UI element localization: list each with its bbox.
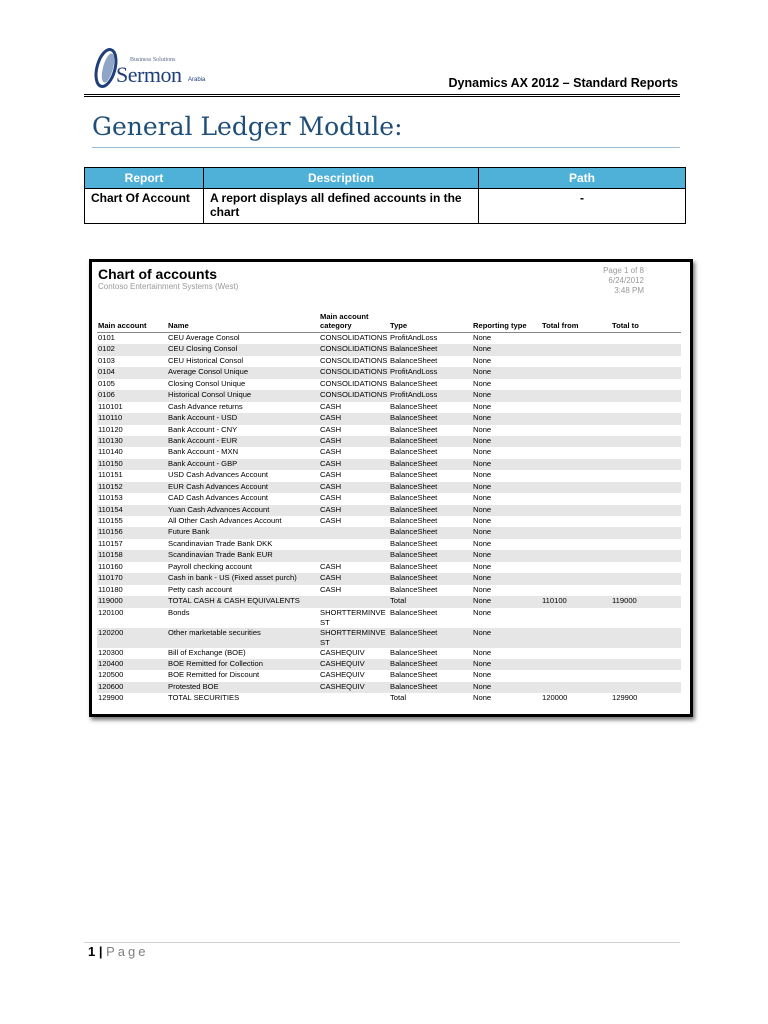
table-row (97, 379, 681, 390)
table-row (97, 608, 681, 628)
account-name: Protested BOE (167, 682, 319, 693)
total-to (611, 436, 681, 447)
total-to (611, 550, 681, 561)
account-type: BalanceSheet (390, 447, 438, 457)
account-name: Yuan Cash Advances Account (167, 505, 319, 516)
total-to (611, 628, 681, 648)
total-from (541, 470, 611, 481)
account-name: Bank Account - EUR (167, 436, 319, 447)
total-to (611, 608, 681, 628)
account-type: BalanceSheet (390, 493, 438, 503)
reporting-type: None (473, 401, 492, 411)
table-row (97, 493, 681, 504)
table-row (97, 333, 681, 345)
total-from (541, 550, 611, 561)
report-date: 6/24/2012 (608, 276, 644, 285)
sermon-logo (92, 44, 206, 90)
total-to (611, 493, 681, 504)
main-account: 110157 (98, 538, 123, 548)
account-type: BalanceSheet (389, 505, 472, 516)
total-to (611, 585, 681, 596)
table-row (97, 436, 681, 447)
account-category: CASHEQUIV (320, 647, 365, 657)
table-row (97, 459, 681, 470)
total-from (541, 344, 611, 355)
account-category: CONSOLIDATIONS (320, 378, 388, 388)
account-name: Bill of Exchange (BOE) (168, 647, 246, 657)
account-name: Bank Account - CNY (168, 424, 238, 434)
account-category (319, 550, 389, 561)
header-divider (84, 94, 680, 97)
report-name: Chart Of Account (85, 189, 204, 224)
account-category: CASHEQUIV (319, 659, 389, 670)
total-from (541, 670, 611, 681)
col-path: Path (479, 168, 686, 189)
account-category: CASH (319, 459, 389, 470)
reporting-type: None (473, 607, 492, 617)
table-row (97, 550, 681, 561)
total-from (541, 539, 611, 550)
table-row (97, 413, 681, 424)
main-account: 110155 (98, 516, 123, 525)
main-account: 0105 (98, 378, 115, 388)
table-row (97, 447, 681, 458)
account-name: Historical Consol Unique (167, 390, 319, 401)
reporting-type: None (473, 561, 492, 571)
report-path: - (479, 189, 686, 224)
total-to (611, 682, 681, 693)
account-name: Average Consol Unique (167, 367, 319, 378)
account-category: CONSOLIDATIONS (319, 367, 389, 378)
total-to (611, 390, 681, 401)
table-row (97, 356, 681, 367)
account-category: CONSOLIDATIONS (319, 390, 389, 401)
col-total-from: Total from (541, 312, 611, 333)
main-account: 110180 (98, 584, 123, 594)
total-to (611, 402, 681, 413)
account-category: SHORTTERMINVEST (320, 607, 386, 627)
total-to (611, 527, 681, 538)
table-row (85, 189, 686, 224)
account-category (319, 693, 389, 704)
main-account: 120300 (98, 647, 124, 657)
account-type: BalanceSheet (389, 573, 472, 584)
total-to (611, 333, 681, 345)
reporting-type: None (472, 436, 541, 447)
table-row (97, 425, 681, 436)
total-from (541, 447, 611, 458)
table-row (97, 585, 681, 596)
report-table-header (85, 168, 686, 189)
total-from (541, 459, 611, 470)
reporting-type: None (473, 493, 492, 503)
total-from (541, 402, 611, 413)
table-row (97, 682, 681, 693)
logo-name: Sermon (116, 62, 182, 87)
main-account: 110153 (98, 493, 123, 503)
account-category: CASH (320, 424, 342, 434)
account-category (319, 596, 389, 607)
reporting-type: None (472, 367, 541, 378)
total-to: 129900 (612, 693, 638, 703)
main-account: 120100 (98, 607, 124, 617)
reporting-type: None (473, 516, 492, 525)
main-account: 110101 (98, 401, 123, 411)
reporting-type: None (473, 670, 492, 680)
total-to (611, 459, 681, 470)
total-to (611, 379, 681, 390)
reporting-type: None (472, 628, 541, 648)
account-name: TOTAL CASH & CASH EQUIVALENTS (167, 596, 319, 607)
main-account: 110130 (97, 436, 167, 447)
total-from (541, 333, 611, 345)
account-type: BalanceSheet (389, 628, 472, 648)
total-from: 110100 (541, 596, 611, 607)
main-account: 110140 (98, 447, 123, 457)
total-to (611, 648, 681, 659)
account-type: BalanceSheet (389, 659, 472, 670)
account-name: All Other Cash Advances Account (168, 516, 282, 525)
reporting-type: None (472, 482, 541, 493)
chart-of-accounts-screenshot (89, 259, 693, 717)
report-title: Chart of accounts (98, 266, 218, 282)
total-to (611, 470, 681, 481)
total-from (541, 628, 611, 648)
account-category: SHORTTERMINVEST (319, 628, 389, 648)
accounts-table (97, 312, 681, 705)
footer-separator: | (98, 944, 103, 959)
table-row (97, 562, 681, 573)
account-name: Scandinavian Trade Bank EUR (167, 550, 319, 561)
main-account: 0103 (98, 355, 115, 365)
total-from (541, 682, 611, 693)
account-type: BalanceSheet (390, 401, 438, 411)
total-from (541, 573, 611, 584)
reporting-type: None (473, 584, 492, 594)
account-category: CONSOLIDATIONS (319, 344, 389, 355)
main-account: 119000 (97, 596, 167, 607)
account-type: BalanceSheet (390, 607, 438, 617)
reporting-type: None (472, 390, 541, 401)
main-account: 0101 (98, 333, 115, 342)
total-from (541, 527, 611, 538)
account-type: BalanceSheet (389, 344, 472, 355)
account-type: BalanceSheet (389, 413, 472, 424)
reporting-type: None (472, 596, 541, 607)
account-name: Payroll checking account (168, 561, 252, 571)
account-category: CASH (319, 573, 389, 584)
account-name: Bonds (168, 607, 190, 617)
main-account: 110110 (97, 413, 167, 424)
total-to (611, 659, 681, 670)
account-name: BOE Remitted for Collection (167, 659, 319, 670)
account-name: TOTAL SECURITIES (168, 693, 240, 703)
account-name: Future Bank (167, 527, 319, 538)
total-to (611, 516, 681, 527)
account-category (319, 527, 389, 538)
table-row (97, 596, 681, 607)
total-from (541, 413, 611, 424)
total-to (611, 356, 681, 367)
account-type: BalanceSheet (390, 470, 438, 480)
account-type: BalanceSheet (390, 561, 438, 571)
reporting-type: None (473, 470, 492, 480)
reporting-type: None (472, 659, 541, 670)
reporting-type: None (473, 693, 492, 703)
col-total-to: Total to (611, 312, 681, 333)
reporting-type: None (472, 682, 541, 693)
report-company: Contoso Entertainment Systems (West) (98, 282, 239, 291)
total-to (611, 573, 681, 584)
account-name: BOE Remitted for Discount (168, 670, 260, 680)
main-account: 110160 (98, 561, 123, 571)
col-name: Name (167, 312, 319, 333)
total-from: 120000 (542, 693, 568, 703)
col-main-account: Main account (97, 312, 167, 333)
account-name: EUR Cash Advances Account (167, 482, 319, 493)
table-row (97, 659, 681, 670)
account-category: CASH (320, 470, 342, 480)
account-category: CASH (319, 482, 389, 493)
reporting-type: None (473, 333, 492, 342)
total-from (541, 608, 611, 628)
total-from (541, 356, 611, 367)
account-type: ProfitAndLoss (389, 390, 472, 401)
total-to (611, 425, 681, 436)
reporting-type: None (472, 550, 541, 561)
total-from (541, 585, 611, 596)
account-type: BalanceSheet (390, 670, 438, 680)
table-row (97, 670, 681, 681)
account-name: CEU Historical Consol (168, 355, 244, 365)
total-from (541, 505, 611, 516)
main-account: 110152 (97, 482, 167, 493)
total-to (611, 413, 681, 424)
account-type: BalanceSheet (390, 424, 438, 434)
main-account: 110156 (97, 527, 167, 538)
accounts-table-header (97, 312, 681, 333)
account-type: BalanceSheet (390, 378, 438, 388)
total-from (541, 390, 611, 401)
table-row (97, 527, 681, 538)
main-account: 110150 (97, 459, 167, 470)
col-description: Description (204, 168, 479, 189)
module-title: General Ledger Module: (92, 112, 403, 141)
main-account: 129900 (98, 693, 124, 703)
account-name: CEU Closing Consol (167, 344, 319, 355)
total-to (611, 367, 681, 378)
account-type: BalanceSheet (389, 682, 472, 693)
account-category: CASH (320, 561, 342, 571)
account-type: BalanceSheet (389, 482, 472, 493)
account-name: CAD Cash Advances Account (168, 493, 269, 503)
reporting-type: None (473, 378, 492, 388)
main-account: 0104 (97, 367, 167, 378)
total-from (541, 562, 611, 573)
account-type: BalanceSheet (389, 527, 472, 538)
account-name: Scandinavian Trade Bank DKK (168, 538, 273, 548)
total-from (541, 648, 611, 659)
main-account: 120600 (97, 682, 167, 693)
main-account: 110154 (97, 505, 167, 516)
reporting-type: None (473, 538, 492, 548)
reporting-type: None (472, 573, 541, 584)
account-category: CASH (320, 447, 342, 457)
total-from (541, 367, 611, 378)
logo-tagline: Business Solutions (130, 57, 176, 63)
account-category: CASHEQUIV (320, 670, 365, 680)
reporting-type: None (473, 424, 492, 434)
account-category: CASH (320, 401, 342, 411)
main-account: 110151 (98, 470, 123, 480)
table-row (97, 505, 681, 516)
account-name: Bank Account - USD (167, 413, 319, 424)
main-account: 120400 (97, 659, 167, 670)
account-name: Closing Consol Unique (168, 378, 246, 388)
account-category: CASH (319, 505, 389, 516)
account-type: BalanceSheet (389, 550, 472, 561)
account-type: BalanceSheet (390, 516, 438, 525)
total-to (611, 670, 681, 681)
account-category: CASH (320, 493, 342, 503)
account-type: Total (390, 693, 407, 703)
reporting-type: None (473, 355, 492, 365)
table-row (97, 367, 681, 378)
account-category: CASH (319, 436, 389, 447)
account-type: Total (389, 596, 472, 607)
total-to (611, 447, 681, 458)
col-reporting-type: Reporting type (472, 312, 541, 333)
account-name: Cash Advance returns (168, 401, 243, 411)
account-name: Bank Account - MXN (168, 447, 239, 457)
total-from (541, 425, 611, 436)
account-type: BalanceSheet (390, 647, 438, 657)
account-category (319, 539, 389, 550)
account-type: BalanceSheet (389, 459, 472, 470)
main-account: 110170 (97, 573, 167, 584)
total-from (541, 493, 611, 504)
account-category: CASH (320, 516, 342, 525)
col-report: Report (85, 168, 204, 189)
main-account: 110120 (98, 424, 123, 434)
main-account: 120200 (97, 628, 167, 648)
total-to (611, 539, 681, 550)
header-title: Dynamics AX 2012 – Standard Reports (448, 76, 678, 90)
total-from (541, 482, 611, 493)
table-row (97, 516, 681, 527)
total-to (611, 482, 681, 493)
total-from (541, 516, 611, 527)
account-type: BalanceSheet (389, 436, 472, 447)
total-from (541, 659, 611, 670)
account-category: CASH (319, 413, 389, 424)
reporting-type: None (472, 527, 541, 538)
total-from (541, 436, 611, 447)
table-row (97, 693, 681, 704)
reporting-type: None (473, 647, 492, 657)
main-account: 0106 (97, 390, 167, 401)
total-to (611, 562, 681, 573)
reporting-type: None (472, 505, 541, 516)
table-row (97, 482, 681, 493)
col-type: Type (389, 312, 472, 333)
account-name: Bank Account - GBP (167, 459, 319, 470)
title-divider (92, 147, 680, 148)
account-name: Cash in bank - US (Fixed asset purch) (167, 573, 319, 584)
reporting-type: None (472, 459, 541, 470)
total-from (541, 379, 611, 390)
report-page: Page 1 of 8 (603, 266, 644, 275)
account-type: BalanceSheet (390, 355, 438, 365)
account-name: USD Cash Advances Account (168, 470, 269, 480)
main-account: 110158 (97, 550, 167, 561)
account-category: CONSOLIDATIONS (320, 333, 388, 342)
table-row (97, 344, 681, 355)
reporting-type: None (472, 344, 541, 355)
footer-divider (84, 942, 680, 943)
page-footer (88, 944, 149, 959)
report-table (84, 167, 686, 224)
document-header (84, 40, 680, 98)
page-number: 1 (88, 944, 96, 959)
account-type: BalanceSheet (390, 538, 438, 548)
total-to (611, 505, 681, 516)
main-account: 120500 (98, 670, 124, 680)
account-category: CASH (320, 584, 342, 594)
col-category: Main account category (319, 312, 389, 333)
reporting-type: None (473, 447, 492, 457)
account-name: CEU Average Consol (168, 333, 240, 342)
table-row (97, 402, 681, 413)
reporting-type: None (472, 413, 541, 424)
account-type: ProfitAndLoss (390, 333, 438, 342)
table-row (97, 539, 681, 550)
table-row (97, 648, 681, 659)
table-row (97, 628, 681, 648)
report-meta (603, 266, 644, 296)
account-category: CASHEQUIV (319, 682, 389, 693)
main-account: 0102 (97, 344, 167, 355)
account-name: Petty cash account (168, 584, 233, 594)
table-row (97, 573, 681, 584)
report-time: 3:48 PM (614, 286, 644, 295)
account-type: BalanceSheet (390, 584, 438, 594)
account-category: CONSOLIDATIONS (320, 355, 388, 365)
table-row (97, 470, 681, 481)
account-name: Other marketable securities (167, 628, 319, 648)
total-to: 119000 (611, 596, 681, 607)
total-to (611, 344, 681, 355)
table-row (97, 390, 681, 401)
logo-suffix: Arabia (188, 77, 206, 83)
account-type: ProfitAndLoss (389, 367, 472, 378)
report-description: A report displays all defined accounts in the chart (204, 189, 479, 224)
page-label: Page (106, 944, 149, 959)
